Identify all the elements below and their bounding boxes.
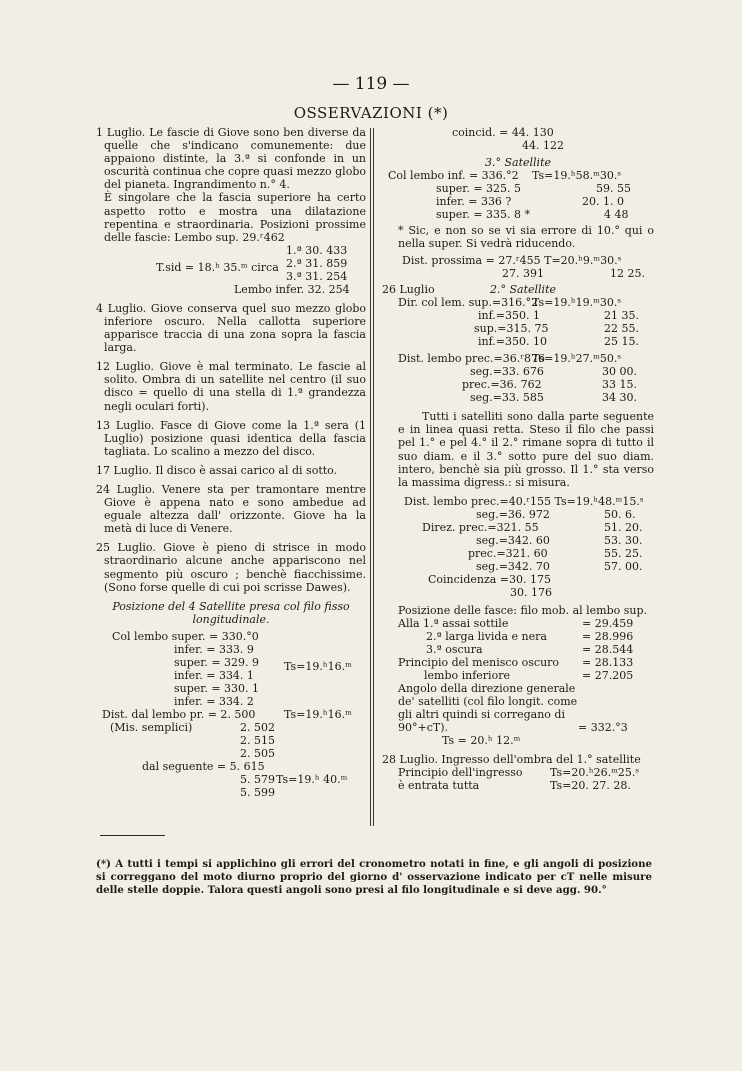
fascia-row: 1.ª 30. 433: [286, 243, 348, 257]
measure-row: prec.=36. 762 33 15.: [462, 378, 637, 392]
measure-row: super. = 325. 5 59. 55: [436, 182, 631, 196]
measure-row: Dist. lembo prec.=40.ʳ155 Ts=19.ʰ48.ᵐ15.ˢ: [404, 494, 644, 508]
measure-row: super. = 335. 8 * 4 48: [436, 208, 629, 222]
measure-row: Coincidenza =30. 175: [428, 572, 552, 586]
angolo-block: Angolo della direzione generale de' satelliti (col filo longit. come gli altri quindi si corregano di 90°+cT). = 332.°3: [398, 681, 628, 735]
entry-26-luglio: 26 Luglio 2.° Satellite: [382, 283, 556, 297]
measure-row: (Mis. semplici) 2. 502: [110, 720, 275, 734]
measure-row: seg.=33. 676 30 00.: [470, 365, 637, 379]
measure-row: è entrata tutta Ts=20. 27. 28.: [398, 779, 631, 793]
measure-row: Col lembo inf. = 336.°2 Ts=19.ʰ58.ᵐ30.ˢ: [388, 169, 622, 183]
measure-row: Dir. col lem. sup.=316.°2 Ts=19.ʰ19.ᵐ30.ˢ: [398, 296, 622, 310]
column-rule: [370, 128, 371, 826]
measure-row: seg.=33. 585 34 30.: [470, 391, 637, 405]
measure-row: 5. 579 Ts=19.ʰ 40.ᵐ: [240, 772, 348, 786]
measure-row: 2. 515: [240, 733, 275, 747]
measure-row: Dist. dal lembo pr. = 2. 500 Ts=19.ʰ16.ᵐ: [102, 707, 352, 721]
measure-row: seg.=342. 60 53. 30.: [476, 533, 643, 547]
measure-row: inf.=350. 10 25 15.: [478, 335, 639, 349]
footnote: (*) A tutti i tempi si applichino gli errori del cronometro notati in fine, e gli angoli di posizione si correggano del moto diurno proprio del giorno d' osservazione indicato per cT nelle misure delle stelle doppie. Talora questi angoli sono presi al filo longitudinale e si deve agg. 90.°: [96, 858, 652, 897]
measure-row: infer. = 334. 2: [174, 694, 254, 708]
fasce-row: lembo inferiore = 27.205: [424, 668, 634, 682]
measure-row: dal seguente = 5. 615: [142, 759, 265, 773]
entry-1-luglio-cont: È singolare che la fascia superiore ha certo aspetto rotto e mostra una dilatazione repentina e straordinaria. Posizioni prossime delle fascie: Lembo sup. 29.ʳ462: [104, 191, 366, 244]
measure-row: Dist. prossima = 27.ʳ455 T=20.ʰ9.ᵐ30.ˢ: [402, 254, 622, 268]
entry-1-luglio: 1 Luglio. Le fascie di Giove sono ben diverse da quelle che s'indicano comunemente: due appaiono distinte, la 3.ª si confonde in un oscurità continua che copre quasi mezzo globo del pianeta. Ingrandimento n.° 4.: [96, 126, 366, 192]
measure-row: infer. = 334. 1: [174, 668, 254, 682]
column-rule: [373, 128, 374, 826]
measure-row: 27. 391 12 25.: [502, 267, 645, 281]
footnote-sic: * Sic, e non so se vi sia errore di 10.° qui o nella super. Si vedrà riducendo.: [398, 224, 654, 251]
satellite-3-heading: 3.° Satellite: [485, 156, 551, 169]
measure-row: super. = 330. 1: [174, 681, 260, 695]
measure-row: seg.=342. 70 57. 00.: [476, 559, 643, 573]
fasce-row: Ts = 20.ʰ 12.ᵐ: [442, 734, 521, 748]
entry-25-luglio: 25 Luglio. Giove è pieno di strisce in modo straordinario alcune anche appariscono nel segmento più oscuro ; benchè fiacchissime. (Sono forse quelle di cui poi scrisse Dawes).: [96, 541, 366, 594]
fascia-row: Lembo infer. 32. 254: [234, 282, 350, 296]
measure-row: sup.=315. 75 22 55.: [474, 322, 639, 336]
measure-row: 30. 176: [510, 585, 552, 599]
measure-row: 2. 505: [240, 746, 275, 760]
measure-row: Principio dell'ingresso Ts=20.ʰ26.ᵐ25.ˢ: [398, 766, 640, 780]
measure-row: Direz. prec.=321. 55 51. 20.: [422, 520, 643, 534]
fascia-row: 3.ª 31. 254: [286, 269, 348, 283]
fasce-row: 3.ª oscura = 28.544: [426, 642, 634, 656]
fasce-heading: Posizione delle fasce: filo mob. al lembo sup.: [398, 603, 648, 617]
page-heading: OSSERVAZIONI (*): [293, 104, 449, 122]
entry-17-luglio: 17 Luglio. Il disco è assai carico al di sotto.: [96, 463, 338, 477]
fasce-row: Principio del menisco oscuro = 28.133: [398, 655, 634, 669]
fascia-row: T.sid = 18.ʰ 35.ᵐ circa 2.ª 31. 859: [156, 256, 348, 274]
satellite-position-title: Posizione del 4 Satellite presa col filo fisso longitudinale.: [112, 599, 350, 626]
fasce-row: 2.ª larga livida e nera = 28.996: [426, 629, 634, 643]
left-column: [96, 126, 366, 799]
measure-row: infer. = 336 ? 20. 1. 0: [436, 195, 624, 209]
right-column: [382, 126, 654, 792]
measure-row: Col lembo super. = 330.°0: [112, 629, 259, 643]
entry-28-luglio: 28 Luglio. Ingresso dell'ombra del 1.° satellite: [382, 753, 641, 767]
measure-row: prec.=321. 60 55. 25.: [468, 546, 643, 560]
entry-24-luglio: 24 Luglio. Venere sta per tramontare mentre Giove è appena nato e sono ambedue ad eguale altezza dall' orizzonte. Giove ha la metà di luce di Venere.: [96, 482, 366, 536]
footnote-rule: [100, 835, 165, 836]
measure-row: super. = 329. 9 Ts=19.ʰ16.ᵐ: [174, 655, 352, 673]
measure-row: infer. = 333. 9: [174, 642, 254, 656]
entry-4-luglio: 4 Luglio. Giove conserva quel suo mezzo globo inferiore oscuro. Nella callotta superiore apparisce traccia di una zona sopra la fascia larga.: [96, 301, 366, 355]
satellites-paragraph: Tutti i satelliti sono dalla parte seguente e in linea quasi retta. Steso il filo che passi pel 1.° e pel 4.° il 2.° rimane sopra di tutto il suo diam. e il 3.° sotto pure del suo diam. intero, benchè sia più grosso. Il 1.° sta verso la massima digress.: si misura.: [398, 410, 654, 489]
entry-13-luglio: 13 Luglio. Fasce di Giove come la 1.ª sera (1 Luglio) posizione quasi identica della fascia tagliata. Lo scalino a mezzo del disco.: [96, 418, 366, 458]
measure-row: Dist. lembo prec.=36.ʳ876 Ts=19.ʰ27.ᵐ50.ˢ: [398, 352, 622, 366]
page-number: — 119 —: [332, 74, 410, 94]
coincid-row: coincid. = 44. 130: [452, 126, 554, 139]
measure-row: seg.=36. 972 50. 6.: [476, 507, 636, 521]
coincid-row: 44. 122: [522, 139, 564, 152]
measure-row: 5. 599: [240, 785, 275, 799]
fasce-row: Alla 1.ª assai sottile = 29.459: [398, 616, 634, 630]
entry-12-luglio: 12 Luglio. Giove è mal terminato. Le fascie al solito. Ombra di un satellite nel centro (il suo disco = quello di una stella di 1.ª grandezza negli oculari forti).: [96, 360, 366, 413]
measure-row: inf.=350. 1 21 35.: [478, 309, 639, 323]
